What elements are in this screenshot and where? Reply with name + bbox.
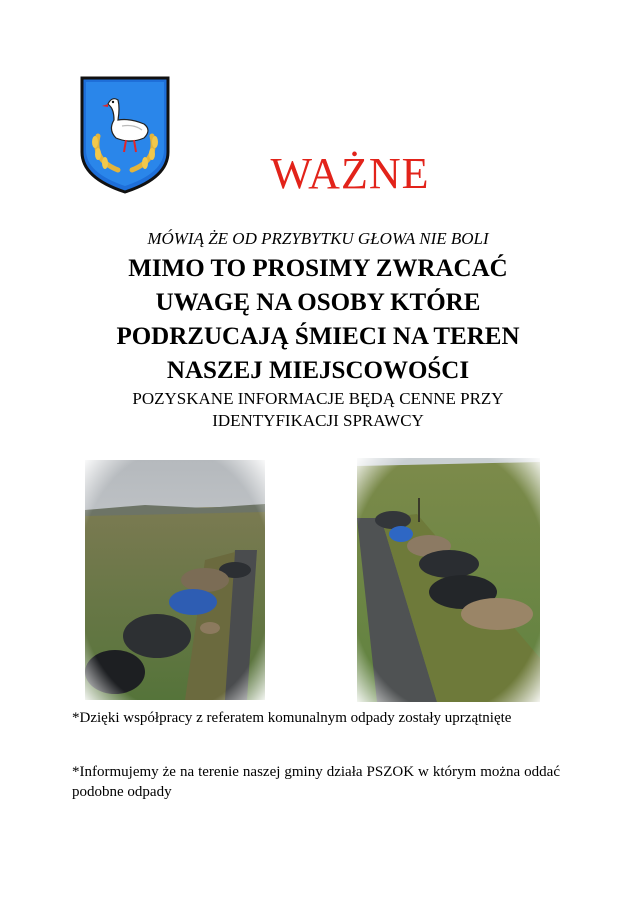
note-waste-removed: *Dzięki współpracy z referatem komunalnym odpady zostały uprzątnięte — [72, 710, 512, 726]
subtitle-saying: MÓWIĄ ŻE OD PRZYBYTKU GŁOWA NIE BOLI — [147, 229, 489, 248]
roadside-garbage-bags-photo-2 — [357, 458, 540, 702]
page-title: WAŻNE — [270, 149, 430, 198]
info-text: POZYSKANE INFORMACJE BĘDĄ CENNE PRZY IDENTYFIKACJI SPRAWCY — [132, 389, 504, 430]
note-pszok-info: *Informujemy że na terenie naszej gminy działa PSZOK w którym można oddać podobne odpady — [72, 764, 560, 800]
headline-request: MIMO TO PROSIMY ZWRACAĆ UWAGĘ NA OSOBY KTÓRE PODRZUCAJĄ ŚMIECI NA TEREN NASZEJ MIEJSCOWOŚCI — [116, 255, 520, 384]
roadside-garbage-bags-photo-1 — [85, 460, 265, 700]
